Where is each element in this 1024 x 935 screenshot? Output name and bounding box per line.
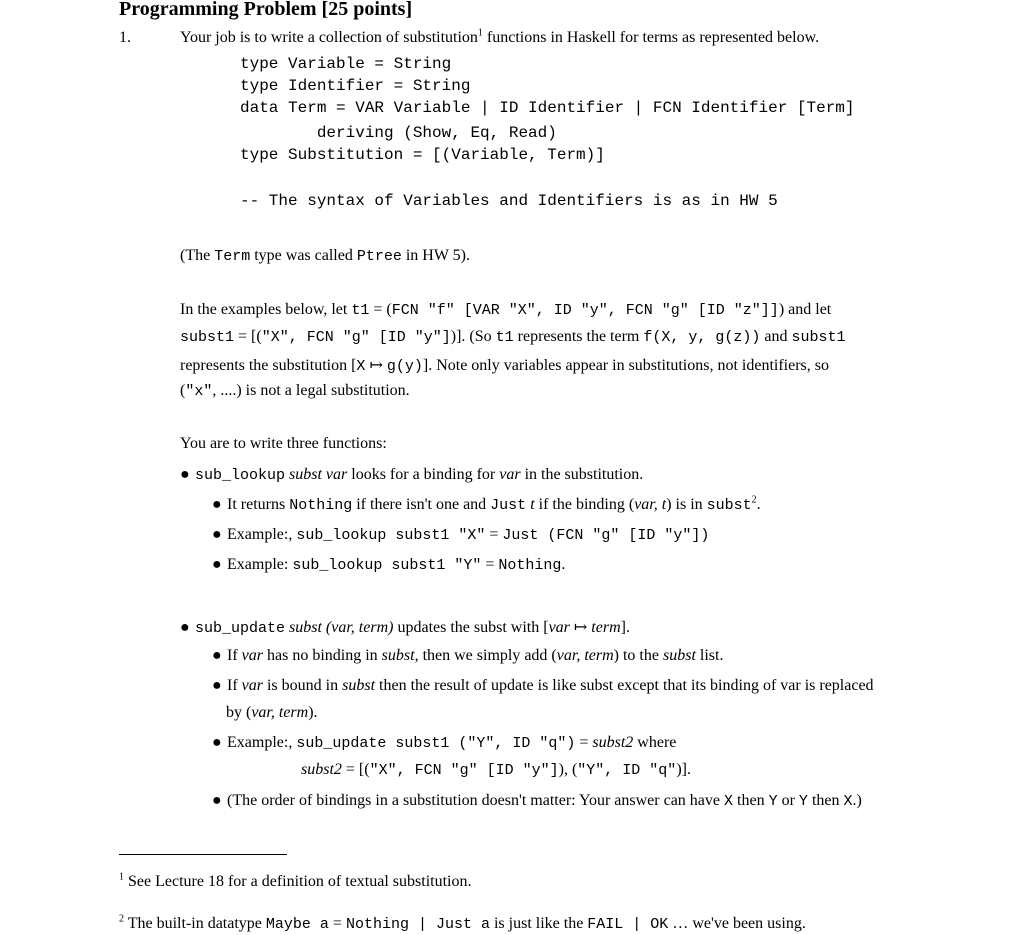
bullet-icon: ● [212, 734, 222, 751]
footnote-ref-2: 2 [751, 494, 757, 506]
list-item-sub-lookup: ● sub_lookup subst var looks for a binding for var in the substitution. [180, 466, 644, 484]
list-item: ● Example:, sub_update subst1 ("Y", ID "q") = subst2 where [212, 734, 677, 752]
bullet-icon: ● [212, 556, 222, 573]
three-functions-text: You are to write three functions: [180, 435, 387, 452]
bullet-icon: ● [212, 647, 222, 664]
bullet-icon: ● [180, 619, 190, 636]
footnote-ref-1: 1 [477, 27, 483, 39]
examples-line-3: represents the substitution [X ↦ g(y)]. Note only variables appear in substitutions, not identifiers, so [180, 357, 830, 375]
bullet-icon: ● [212, 792, 222, 809]
code-line: type Variable = String [240, 55, 452, 73]
term-note: (The Term type was called Ptree in HW 5). [180, 247, 470, 265]
bullet-icon: ● [212, 496, 222, 513]
page-title: Programming Problem [25 points] [119, 0, 413, 20]
problem-number: 1. [119, 29, 131, 46]
example-result: subst2 = [("X", FCN "g" [ID "y"]), ("Y", ID "q")]. [301, 761, 691, 779]
bullet-icon: ● [212, 526, 222, 543]
bullet-icon: ● [180, 466, 190, 483]
examples-line-4: ("x", ....) is not a legal substitution. [180, 382, 410, 400]
footnote-divider [119, 854, 287, 855]
code-line: data Term = VAR Variable | ID Identifier | FCN Identifier [Term] [240, 99, 855, 117]
list-item: ● It returns Nothing if there isn't one and Just t if the binding (var, t) is in subst$^2$. [212, 494, 761, 514]
footnote-1: $^1$ See Lecture 18 for a definition of textual substitution. [119, 871, 472, 890]
code-line: type Substitution = [(Variable, Term)] [240, 146, 605, 164]
list-item: ● If var has no binding in subst, then we simply add (var, term) to the subst list. [212, 647, 724, 664]
bullet-icon: ● [212, 677, 222, 694]
examples-line-2: subst1 = [("X", FCN "g" [ID "y"])]. (So t1 represents the term f(X, y, g(z)) and subst1 [180, 328, 846, 346]
code-comment: -- The syntax of Variables and Identifiers is as in HW 5 [240, 192, 778, 210]
examples-line-1: In the examples below, let t1 = (FCN "f" [VAR "X", ID "y", FCN "g" [ID "z"]]) and let [180, 301, 832, 319]
list-item-continuation: by (var, term). [226, 704, 318, 721]
code-line: deriving (Show, Eq, Read) [240, 124, 557, 142]
list-item: ● (The order of bindings in a substitution doesn't matter: Your answer can have X then Y or Y then X.) [212, 792, 862, 810]
list-item: ● If var is bound in subst then the result of update is like subst except that its binding of var is replaced [212, 677, 874, 694]
intro-text: Your job is to write a collection of substitution$^1$ functions in Haskell for terms as represented below. [180, 27, 820, 46]
footnote-2: $^2$ The built-in datatype Maybe a = Nothing | Just a is just like the FAIL | OK … we've been using. [119, 913, 806, 933]
code-line: type Identifier = String [240, 77, 471, 95]
list-item-sub-update: ● sub_update subst (var, term) updates the subst with [var ↦ term]. [180, 619, 630, 637]
list-item: ● Example:, sub_lookup subst1 "X" = Just (FCN "g" [ID "y"]) [212, 526, 710, 544]
list-item: ● Example: sub_lookup subst1 "Y" = Nothing. [212, 556, 566, 574]
